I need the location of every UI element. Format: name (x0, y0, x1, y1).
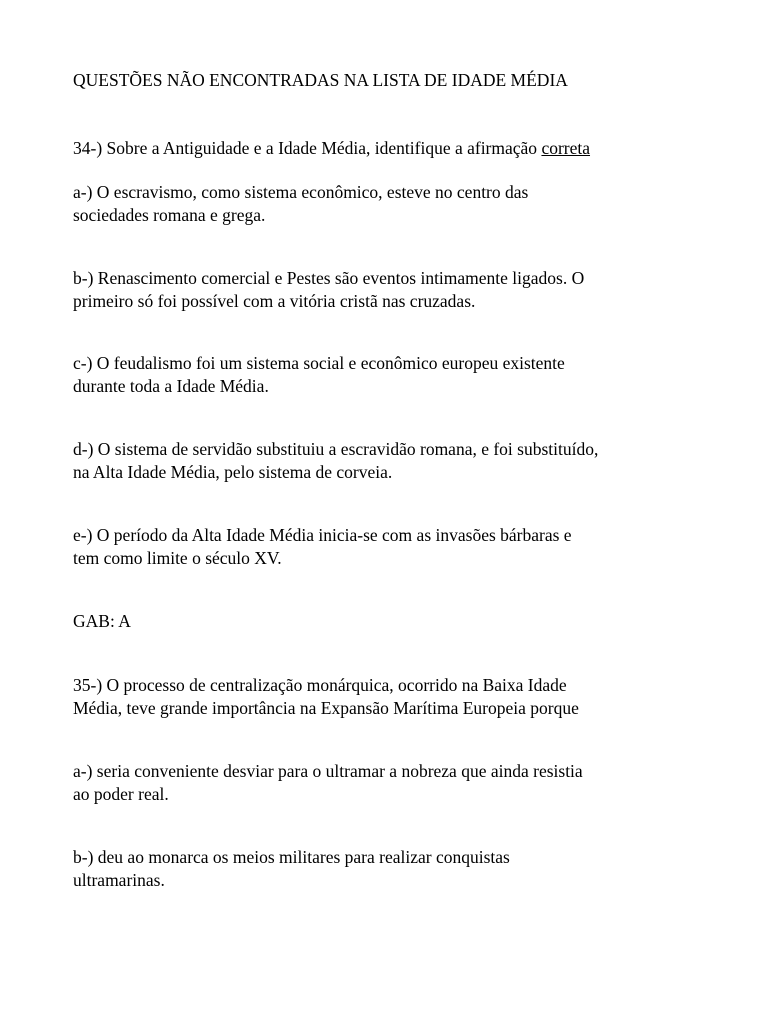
option-line-2: na Alta Idade Média, pelo sistema de corveia. (73, 462, 393, 482)
question-34-answer: GAB: A (73, 611, 131, 631)
option-line-1: e-) O período da Alta Idade Média inicia-se com as invasões bárbaras e (73, 525, 572, 545)
option-line-1: d-) O sistema de servidão substituiu a escravidão romana, e foi substituído, (73, 439, 599, 459)
option-line-2: durante toda a Idade Média. (73, 376, 269, 396)
question-34-stem-text: 34-) Sobre a Antiguidade e a Idade Média, identifique a afirmação (73, 138, 542, 158)
option-line-2: tem como limite o século XV. (73, 548, 282, 568)
question-34-option-d (73, 438, 703, 484)
option-line-1: a-) O escravismo, como sistema econômico, esteve no centro das (73, 182, 529, 202)
option-line-1: b-) deu ao monarca os meios militares para realizar conquistas (73, 847, 510, 867)
option-line-2: sociedades romana e grega. (73, 205, 266, 225)
question-34-option-e (73, 524, 703, 570)
question-35-option-b (73, 846, 703, 892)
option-line-1: a-) seria conveniente desviar para o ultramar a nobreza que ainda resistia (73, 761, 583, 781)
document-heading: QUESTÕES NÃO ENCONTRADAS NA LISTA DE IDADE MÉDIA (73, 70, 568, 90)
option-line-2: primeiro só foi possível com a vitória cristã nas cruzadas. (73, 291, 476, 311)
question-35-stem (73, 674, 703, 720)
option-line-1: c-) O feudalismo foi um sistema social e econômico europeu existente (73, 353, 565, 373)
stem-line-2: Média, teve grande importância na Expansão Marítima Europeia porque (73, 698, 579, 718)
question-34-stem-underlined: correta (541, 138, 591, 158)
question-35-option-a (73, 760, 703, 806)
option-line-2: ao poder real. (73, 784, 169, 804)
question-34-option-c (73, 352, 703, 398)
question-34-option-b (73, 267, 703, 313)
question-34-option-a (73, 181, 703, 227)
stem-line-1: 35-) O processo de centralização monárquica, ocorrido na Baixa Idade (73, 675, 567, 695)
question-34-stem (73, 137, 590, 160)
option-line-1: b-) Renascimento comercial e Pestes são eventos intimamente ligados. O (73, 268, 585, 288)
option-line-2: ultramarinas. (73, 870, 165, 890)
